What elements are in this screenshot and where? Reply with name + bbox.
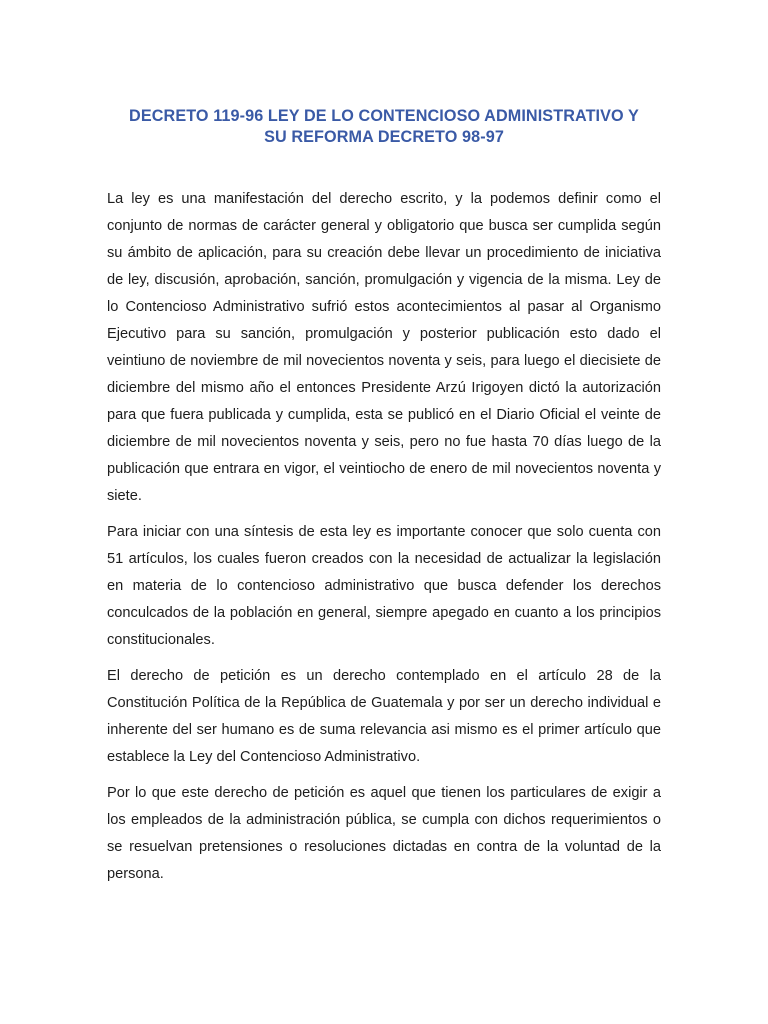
document-title-line-2: SU REFORMA DECRETO 98-97 [264, 128, 504, 146]
paragraph: Por lo que este derecho de petición es aquel que tienen los particulares de exigir a los empleados de la administración pública, se cumpla con dichos requerimientos o se resuelvan pretensiones o resoluciones dictadas en contra de la voluntad de la persona. [107, 785, 661, 882]
paragraph: Para iniciar con una síntesis de esta ley es importante conocer que solo cuenta con 51 artículos, los cuales fueron creados con la necesidad de actualizar la legislación en materia de lo contencioso administrativo que busca defender los derechos conculcados de la población en general, siempre apegado en cuanto a los principios constitucionales. [107, 524, 661, 648]
document-body [107, 186, 661, 897]
document-title [100, 106, 668, 148]
document-title-line-1: DECRETO 119-96 LEY DE LO CONTENCIOSO ADMINISTRATIVO Y [129, 107, 639, 125]
paragraph: La ley es una manifestación del derecho escrito, y la podemos definir como el conjunto de normas de carácter general y obligatorio que busca ser cumplida según su ámbito de aplicación, para su creación debe llevar un procedimiento de iniciativa de ley, discusión, aprobación, sanción, promulgación y vigencia de la misma. Ley de lo Contencioso Administrativo sufrió estos acontecimientos al pasar al Organismo Ejecutivo para su sanción, promulgación y posterior publicación esto dado el veintiuno de noviembre de mil novecientos noventa y seis, para luego el diecisiete de diciembre del mismo año el entonces Presidente Arzú Irigoyen dictó la autorización para que fuera publicada y cumplida, esta se publicó en el Diario Oficial el veinte de diciembre de mil novecientos noventa y seis, pero no fue hasta 70 días luego de la publicación que entrara en vigor, el veintiocho de enero de mil novecientos noventa y siete. [107, 191, 661, 504]
paragraph: El derecho de petición es un derecho contemplado en el artículo 28 de la Constitución Política de la República de Guatemala y por ser un derecho individual e inherente del ser humano es de suma relevancia asi mismo es el primer artículo que establece la Ley del Contencioso Administrativo. [107, 668, 661, 765]
